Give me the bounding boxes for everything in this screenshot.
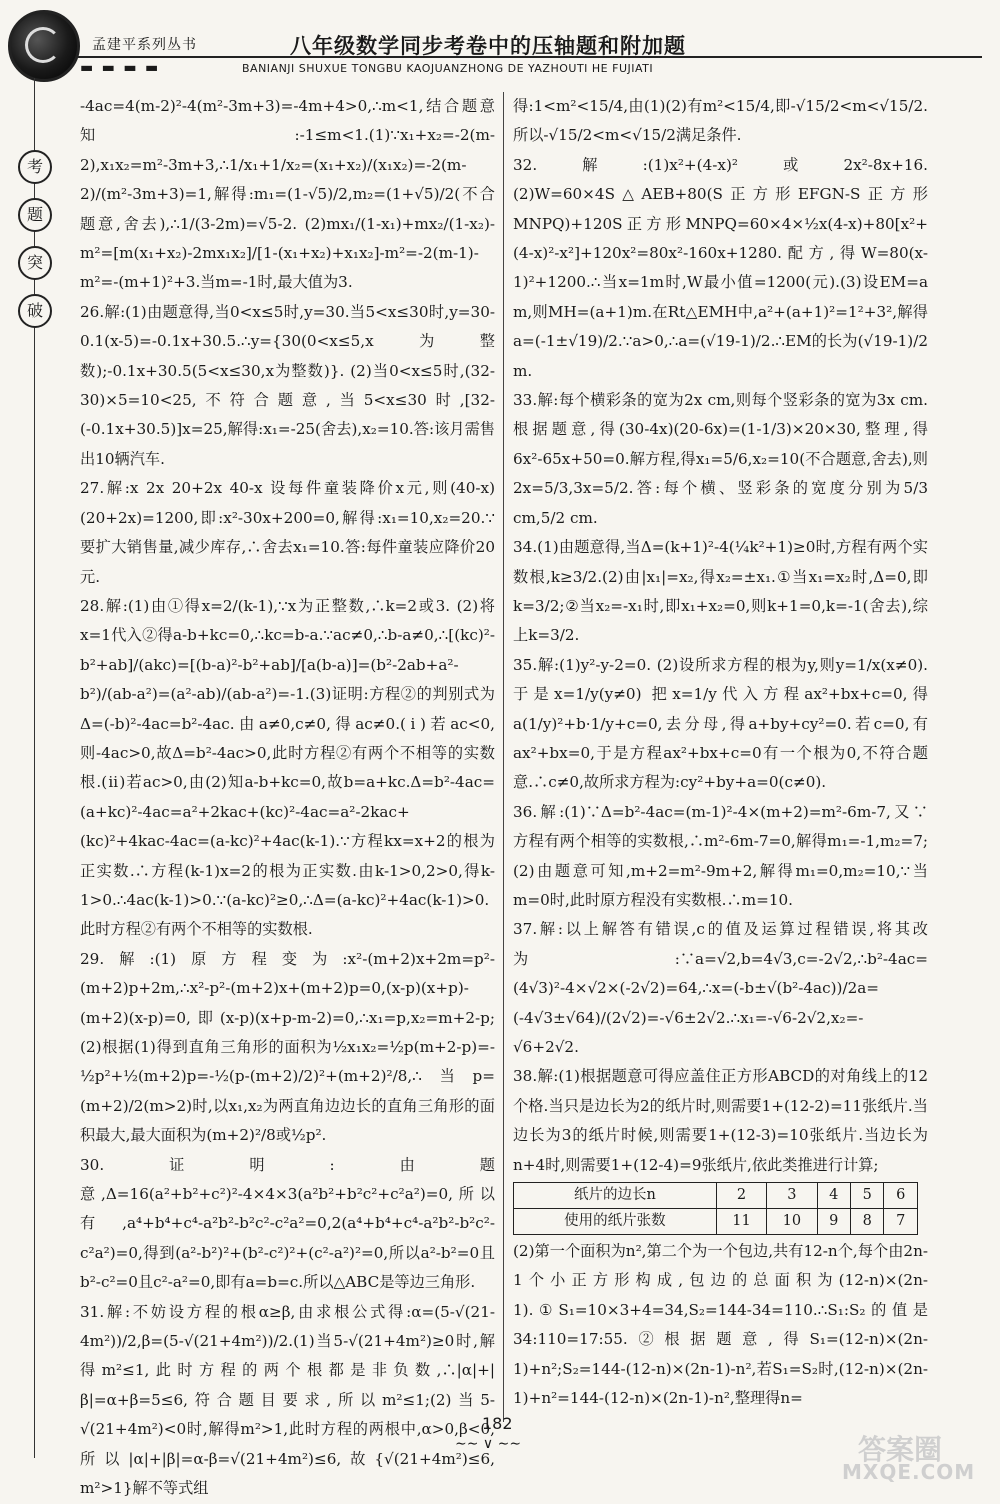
table-cell: 7 bbox=[884, 1209, 918, 1235]
sidebar-char-tu: 突 bbox=[18, 246, 52, 280]
book-title-pinyin: BANIANJI SHUXUE TONGBU KAOJUANZHONG DE YAZHOUTI HE FUJIATI bbox=[242, 62, 654, 75]
solution-36: 36.解:(1)∵Δ=b²-4ac=(m-1)²-4×(m+2)=m²-6m-7,又∵方程有两个相等的实数根,∴m²-6m-7=0,解得m₁=-1,m₂=7;(2)由题意可知,m+2=m²-9m+2,解得m₁=0,m₂=10,∵当m=0时,此时原方程没有实数根.∴m=10. bbox=[513, 802, 928, 909]
watermark-url: MXQE.COM bbox=[842, 1460, 976, 1484]
solution-35: 35.解:(1)y²-y-2=0. (2)设所求方程的根为y,则y=1/x(x≠0).于是x=1/y(y≠0) 把x=1/y代入方程ax²+bx+c=0,得a(1/y)²+b·1/y+c=0,去分母,得a+by+cy²=0.若c=0,有ax²+bx=0,于是方程ax²+bx+c=0有一个根为0,不符合题意.∴c≠0,故所求方程为:cy²+by+a=0(c≠0). bbox=[513, 655, 928, 792]
column-divider bbox=[503, 92, 504, 1422]
solution-25-continued: -4ac=4(m-2)²-4(m²-3m+3)=-4m+4>0,∴m<1,结合题意知:-1≤m<1.(1)∵x₁+x₂=-2(m-2),x₁x₂=m²-3m+3,∴1/x₁+1/x₂=(x₁+x₂)/(x₁x₂)=-2(m-2)/(m²-3m+3)=1,解得:m₁=(1-√5)/2,m₂=(1+√5)/2(不合题意,舍去),∴1/(3-2m)=√5-2. (2)mx₁/(1-x₁)+mx₂/(1-x₂)-m²=[m(x₁+x₂)-2mx₁x₂]/[1-(x₁+x₂)+x₁x₂]-m²=-2(m-1)-m²=-(m+1)²+3.当m=-1时,最大值为3. bbox=[80, 97, 495, 292]
table-cell: 2 bbox=[716, 1183, 766, 1209]
sidebar-char-kao: 考 bbox=[18, 150, 52, 184]
solution-38-part-2: (2)第一个面积为n²,第二个为一个包边,共有12-n个,每个由2n-1个小正方形构成,包边的总面积为(12-n)×(2n-1).①S₁=10×3+4=34,S₂=144-34=110.∴S₁:S₂的值是34:110=17:55.②根据题意,得S₁=(12-n)×(2n-1)+n²;S₂=144-(12-n)×(2n-1)-n²,若S₁=S₂时,(12-n)×(2n-1)+n²=144-(12-n)×(2n-1)-n²,整理得n= bbox=[513, 1242, 928, 1408]
solution-30: 30.证明:由题意,Δ=16(a²+b²+c²)²-4×4×3(a²b²+b²c²+c²a²)=0,所以有,a⁴+b⁴+c⁴-a²b²-b²c²-c²a²=0,2(a⁴+b⁴+c⁴-a²b²-b²c²-c²a²)=0,得到(a²-b²)²+(b²-c²)²+(c²-a²)²=0,所以a²-b²=0且b²-c²=0且c²-a²=0,即有a=b=c.所以△ABC是等边三角形. bbox=[80, 1155, 495, 1292]
solution-34: 34.(1)由题意得,当Δ=(k+1)²-4(¼k²+1)≥0时,方程有两个实数根,k≥3/2.(2)由|x₁|=x₂,得x₂=±x₁.①当x₁=x₂时,Δ=0,即k=3/2;②当x₂=-x₁时,即x₁+x₂=0,则k+1=0,k=-1(舍去),综上k=3/2. bbox=[513, 538, 928, 645]
solution-26: 26.解:(1)由题意得,当0<x≤5时,y=30.当5<x≤30时,y=30-0.1(x-5)=-0.1x+30.5.∴y={30(0<x≤5,x为整数);-0.1x+30.5(5<x≤30,x为整数)}. (2)当0<x≤5时,(32-30)×5=10<25,不符合题意,当5<x≤30时,[32-(-0.1x+30.5)]x=25,解得:x₁=-25(舍去),x₂=10.答:该月需售出10辆汽车. bbox=[80, 302, 495, 468]
series-logo bbox=[8, 10, 80, 82]
book-title: 八年级数学同步考卷中的压轴题和附加题 bbox=[290, 33, 686, 58]
solution-31-continued: 得:1<m²<15/4,由(1)(2)有m²<15/4,即-√15/2<m<√15/2.所以-√15/2<m<√15/2满足条件. bbox=[513, 97, 928, 145]
table-cell: 5 bbox=[851, 1183, 884, 1209]
table-cell: 10 bbox=[767, 1209, 817, 1235]
right-column bbox=[513, 92, 933, 1413]
table-cell: 6 bbox=[884, 1183, 918, 1209]
paper-count-table bbox=[513, 1182, 918, 1235]
table-cell: 8 bbox=[851, 1209, 884, 1235]
solution-32: 32.解:(1)x²+(4-x)²或2x²-8x+16.(2)W=60×4S△AEB+80(S正方形EFGN-S正方形MNPQ)+120S正方形MNPQ=60×4×½x(4-x)+80[x²+(4-x)²-x²]+120x²=80x²-160x+1280.配方,得W=80(x-1)²+1200.∴当x=1m时,W最小值=1200(元).(3)设EM=a m,则MH=(a+1)m.在Rt△EMH中,a²+(a+1)²=1²+3²,解得a=(-1±√19)/2.∵a>0,∴a=(√19-1)/2.∴EM的长为(√19-1)/2 m. bbox=[513, 155, 933, 380]
solution-38: 38.解:(1)根据题意可得应盖住正方形ABCD的对角线上的12个格.当只是边长为2的纸片时,则需要1+(12-2)=11张纸片.当边长为3的纸片时候,则需要1+(12-3)=10张纸片.当边长为n+4时,则需要1+(12-4)=9张纸片,依此类推进行计算; bbox=[513, 1067, 928, 1174]
table-cell: 9 bbox=[817, 1209, 850, 1235]
table-cell: 纸片的边长n bbox=[514, 1183, 717, 1209]
page-number-ornament: ∼∼ ∨ ∼∼ bbox=[455, 1436, 522, 1452]
table-cell: 3 bbox=[767, 1183, 817, 1209]
watermark-logo: 答案圈 bbox=[858, 1433, 943, 1466]
sidebar-rule bbox=[34, 78, 35, 1458]
table-cell: 4 bbox=[817, 1183, 850, 1209]
table-row bbox=[514, 1209, 918, 1235]
sidebar-char-po: 破 bbox=[18, 294, 52, 328]
series-name: 孟建平系列丛书 bbox=[92, 37, 197, 53]
solution-27: 27.解:x 2x 20+2x 40-x 设每件童装降价x元,则(40-x)(20+2x)=1200,即:x²-30x+200=0,解得:x₁=10,x₂=20.∵要扩大销售量,减少库存,∴舍去x₁=10.答:每件童装应降价20元. bbox=[80, 479, 495, 586]
solution-37: 37.解:以上解答有错误,c的值及运算过程错误,将其改为:∵a=√2,b=4√3,c=-2√2,∴b²-4ac=(4√3)²-4×√2×(-2√2)=64,∴x=(-b±√(b²-4ac))/2a=(-4√3±√64)/(2√2)=-√6±2√2.∴x₁=-√6-2√2,x₂=-√6+2√2. bbox=[513, 920, 928, 1056]
solution-28: 28.解:(1)由①得x=2/(k-1),∵x为正整数,∴k=2或3. (2)将x=1代入②得a-b+kc=0,∴kc=b-a.∵ac≠0,∴b-a≠0,∴[(kc)²-b²+ab]/(akc)=[(b-a)²-b²+ab]/[a(b-a)]=(b²-2ab+a²-b²)/(ab-a²)=(a²-ab)/(ab-a²)=-1.(3)证明:方程②的判别式为Δ=(-b)²-4ac=b²-4ac.由a≠0,c≠0,得ac≠0.(ⅰ)若ac<0,则-4ac>0,故Δ=b²-4ac>0,此时方程②有两个不相等的实数根.(ⅱ)若ac>0,由(2)知a-b+kc=0,故b=a+kc.Δ=b²-4ac=(a+kc)²-4ac=a²+2kac+(kc)²-4ac=a²-2kac+(kc)²+4kac-4ac=(a-kc)²+4ac(k-1).∵方程kx=x+2的根为正实数.∴方程(k-1)x=2的根为正实数.由k-1>0,2>0,得k-1>0.∴4ac(k-1)>0.∵(a-kc)²≥0,∴Δ=(a-kc)²+4ac(k-1)>0.此时方程②有两个不相等的实数根. bbox=[80, 596, 495, 939]
table-row bbox=[514, 1183, 918, 1209]
solution-33: 33.解:每个横彩条的宽为2x cm,则每个竖彩条的宽为3x cm.根据题意,得(30-4x)(20-6x)=(1-1/3)×20×30,整理,得6x²-65x+50=0.解方程,得x₁=5/6,x₂=10(不合题意,舍去),则2x=5/3,3x=5/2.答:每个横、竖彩条的宽度分别为5/3 cm,5/2 cm. bbox=[513, 391, 933, 527]
page-number: 182 bbox=[482, 1414, 513, 1433]
table-cell: 11 bbox=[716, 1209, 766, 1235]
solution-31: 31.解:不妨设方程的根α≥β,由求根公式得:α=(5-√(21-4m²))/2,β=(5-√(21+4m²))/2.(1)当5-√(21+4m²)≥0时,解得m²≤1,此时方程的两个根都是非负数,∴|α|+|β|=α+β=5≤6,符合题目要求,所以m²≤1;(2)当5-√(21+4m²)<0时,解得m²>1,此时方程的两根中,α>0,β<0,所以|α|+|β|=α-β=√(21+4m²)≤6,故{√(21+4m²)≤6, m²>1}解不等式组 bbox=[80, 1302, 500, 1498]
sidebar-char-ti: 题 bbox=[18, 198, 52, 232]
header-dash-decoration: ▬ ▬ ▬ ▬ bbox=[80, 60, 161, 76]
table-cell: 使用的纸片张数 bbox=[514, 1209, 717, 1235]
solution-29: 29.解:(1)原方程变为:x²-(m+2)x+2m=p²-(m+2)p+2m,∴x²-p²-(m+2)x+(m+2)p=0,(x-p)(x+p)-(m+2)(x-p)=0,即(x-p)(x+p-m-2)=0,∴x₁=p,x₂=m+2-p;(2)根据(1)得到直角三角形的面积为½x₁x₂=½p(m+2-p)=-½p²+½(m+2)p=-½(p-(m+2)/2)²+(m+2)²/8,∴当p=(m+2)/2(m>2)时,以x₁,x₂为两直角边边长的直角三角形的面积最大,最大面积为(m+2)²/8或½p². bbox=[80, 949, 495, 1145]
